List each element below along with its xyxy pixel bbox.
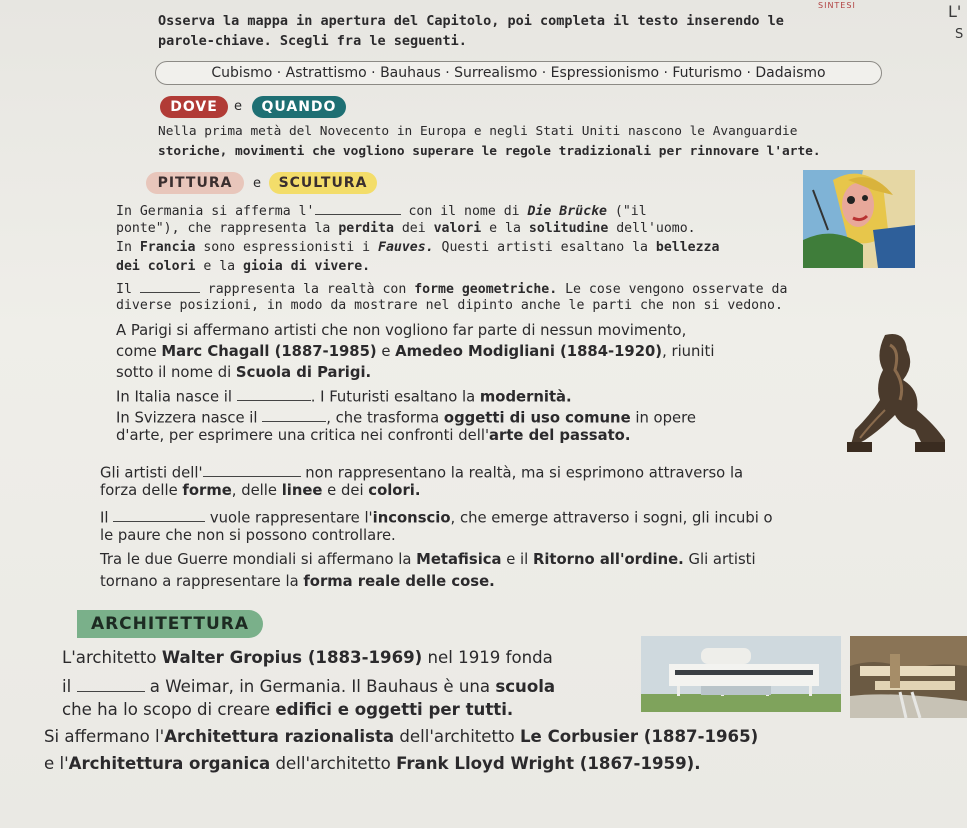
tag-and-1: e: [234, 99, 242, 114]
blank-dadaism[interactable]: [262, 408, 326, 422]
arch-line-5: e l'Architettura organica dell'architetto Frank Lloyd Wright (1867-1959).: [44, 754, 701, 773]
pittura-line-7: A Parigi si affermano artisti che non vogliono far parte di nessun movimento,: [116, 322, 687, 339]
blank-abstractionism[interactable]: [203, 463, 301, 477]
tag-scultura: SCULTURA: [269, 172, 377, 194]
sintesi-stamp: SINTESI: [818, 1, 856, 10]
pittura-line-18: tornano a rappresentare la forma reale delle cose.: [100, 573, 495, 590]
blank-bauhaus[interactable]: [77, 676, 145, 692]
intro-line-2: parole-chiave. Scegli fra le seguenti.: [158, 33, 467, 49]
pittura-line-14: forza delle forme, delle linee e dei colori.: [100, 482, 421, 499]
blank-surrealism[interactable]: [113, 508, 205, 522]
tag-pittura: PITTURA: [146, 172, 244, 194]
pittura-line-13: Gli artisti dell' non rappresentano la realtà, ma si esprimono attraverso la: [100, 464, 744, 482]
pittura-line-12: d'arte, per esprimere una critica nei confronti dell'arte del passato.: [116, 427, 631, 444]
section-architettura: ARCHITETTURA: [77, 610, 263, 638]
intro-line-1: Osserva la mappa in apertura del Capitolo, poi completa il testo inserendo le: [158, 13, 784, 29]
arch-line-3: che ha lo scopo di creare edifici e oggetti per tutti.: [62, 700, 514, 719]
pittura-line-11: In Svizzera nasce il , che trasforma oggetti di uso comune in opere: [116, 409, 696, 427]
pittura-line-6: diverse posizioni, in modo da mostrare nel dipinto anche le parti che non si vedono.: [116, 298, 783, 313]
margin-mark-1: L': [948, 2, 962, 21]
pittura-line-8: come Marc Chagall (1887-1985) e Amedeo Modigliani (1884-1920), riuniti: [116, 343, 715, 360]
arch-line-2: il a Weimar, in Germania. Il Bauhaus è una scuola: [62, 676, 556, 696]
blank-expressionism[interactable]: [315, 202, 401, 215]
pittura-line-15: Il vuole rappresentare l'inconscio, che emerge attraverso i sogni, gli incubi o: [100, 509, 773, 527]
pittura-line-9: sotto il nome di Scuola di Parigi.: [116, 364, 372, 381]
futurist-sculpture-image: [845, 330, 950, 455]
villa-savoye-image: [641, 636, 841, 712]
pittura-line-16: le paure che non si possono controllare.: [100, 527, 396, 544]
cubist-portrait-image: [803, 170, 915, 268]
pittura-line-10: In Italia nasce il . I Futuristi esaltano la modernità.: [116, 388, 572, 406]
pittura-line-2: ponte"), che rappresenta la perdita dei valori e la solitudine dell'uomo.: [116, 221, 696, 236]
intro-para-line-2: storiche, movimenti che vogliono superare le regole tradizionali per rinnovare l'arte.: [158, 144, 821, 159]
pittura-line-17: Tra le due Guerre mondiali si affermano la Metafisica e il Ritorno all'ordine. Gli artisti: [100, 551, 756, 568]
tag-quando: QUANDO: [252, 96, 346, 118]
intro-para-line-1: Nella prima metà del Novecento in Europa e negli Stati Uniti nascono le Avanguardie: [158, 124, 798, 139]
pittura-line-1: In Germania si afferma l' con il nome di Die Brücke ("il: [116, 203, 647, 219]
arch-line-4: Si affermano l'Architettura razionalista dell'architetto Le Corbusier (1887-1965): [44, 727, 759, 746]
pittura-line-5: Il rappresenta la realtà con forme geometriche. Le cose vengono osservate da: [116, 281, 788, 297]
margin-mark-2: S: [955, 27, 964, 42]
tag-dove: DOVE: [160, 96, 228, 118]
fallingwater-image: [850, 636, 967, 718]
arch-line-1: L'architetto Walter Gropius (1883-1969) nel 1919 fonda: [62, 648, 553, 667]
keywords-box: Cubismo · Astrattismo · Bauhaus · Surrealismo · Espressionismo · Futurismo · Dadaismo: [155, 61, 882, 85]
tag-and-2: e: [253, 176, 261, 191]
pittura-line-4: dei colori e la gioia di vivere.: [116, 259, 371, 274]
pittura-line-3: In Francia sono espressionisti i Fauves. Questi artisti esaltano la bellezza: [116, 240, 720, 255]
blank-futurism[interactable]: [237, 387, 311, 401]
blank-cubism[interactable]: [140, 280, 200, 293]
